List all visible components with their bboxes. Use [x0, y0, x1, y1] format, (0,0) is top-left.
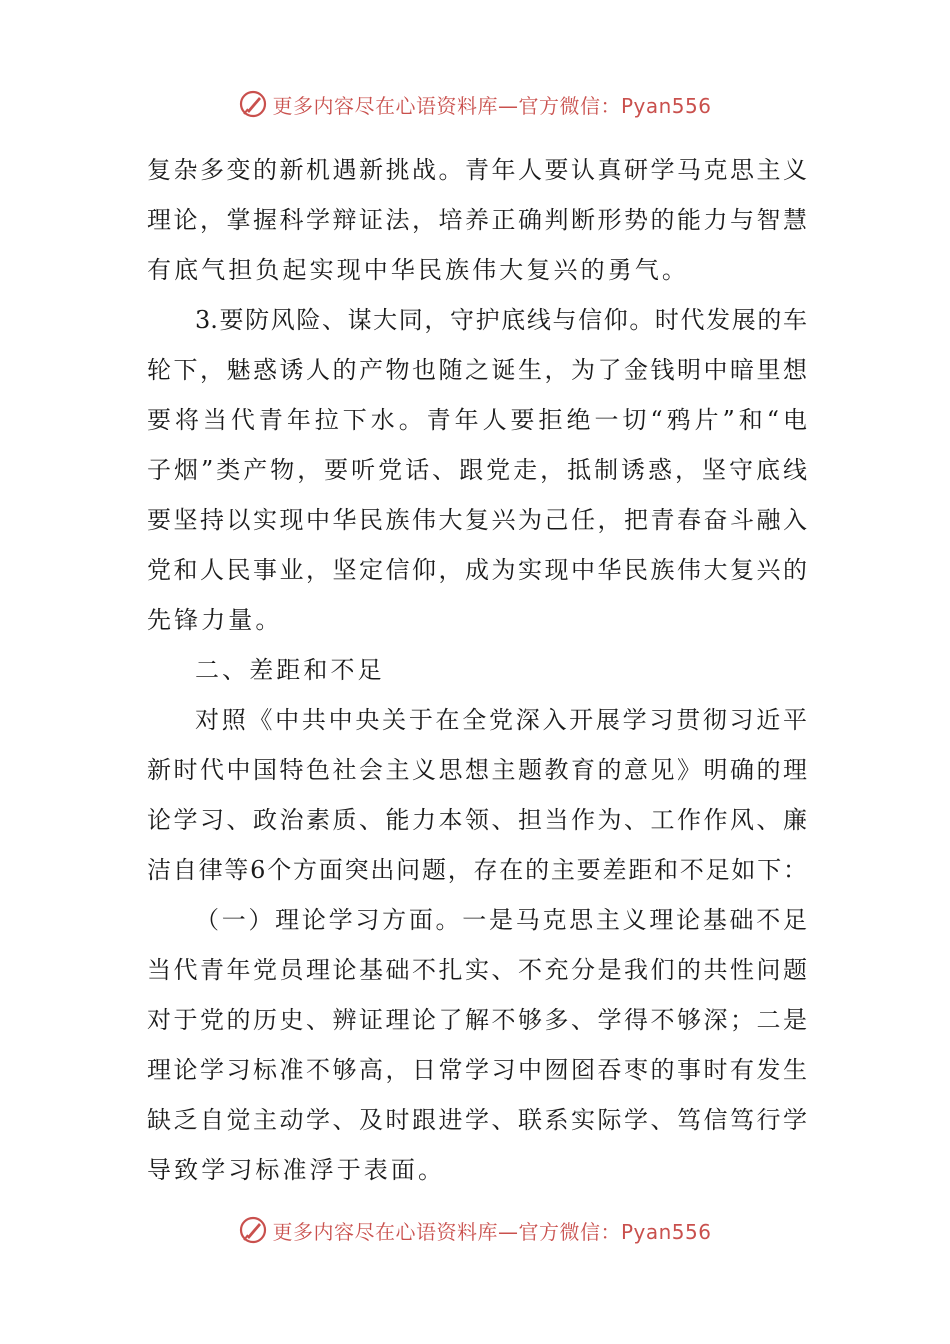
footer-banner	[0, 1210, 950, 1250]
body-line: 理论，掌握科学辩证法，培养正确判断形势的能力与智慧	[147, 206, 807, 234]
body-line: 对于党的历史、辨证理论了解不够多、学得不够深；二是	[147, 1006, 807, 1034]
body-line: 党和人民事业，坚定信仰，成为实现中华民族伟大复兴的	[147, 556, 807, 584]
section-heading: 二、差距和不足	[195, 656, 385, 684]
body-line: 导致学习标准浮于表面。	[147, 1156, 446, 1184]
body-line: 先锋力量。	[147, 606, 283, 634]
body-line: 对照《中共中央关于在全党深入开展学习贯彻习近平	[195, 706, 807, 734]
body-line: 有底气担负起实现中华民族伟大复兴的勇气。	[147, 256, 689, 284]
body-line: 复杂多变的新机遇新挑战。青年人要认真研学马克思主义	[147, 156, 807, 184]
pen-logo-icon	[238, 89, 268, 119]
body-line: （一）理论学习方面。一是马克思主义理论基础不足	[195, 906, 807, 934]
pen-logo-icon	[238, 1215, 268, 1245]
header-banner	[0, 84, 950, 124]
footer-banner-text: 更多内容尽在心语资料库—官方微信：Pyan556	[272, 1219, 712, 1244]
document-body	[147, 150, 807, 1200]
body-line: 轮下，魅惑诱人的产物也随之诞生，为了金钱明中暗里想	[147, 356, 807, 384]
body-line: 论学习、政治素质、能力本领、担当作为、工作作风、廉	[147, 806, 807, 834]
body-line: 3.要防风险、谋大同，守护底线与信仰。时代发展的车	[195, 306, 807, 334]
body-line: 洁自律等6个方面突出问题，存在的主要差距和不足如下：	[147, 856, 807, 884]
body-line: 要坚持以实现中华民族伟大复兴为己任，把青春奋斗融入	[147, 506, 807, 534]
body-line: 当代青年党员理论基础不扎实、不充分是我们的共性问题	[147, 956, 807, 984]
body-line: 缺乏自觉主动学、及时跟进学、联系实际学、笃信笃行学	[147, 1106, 807, 1134]
body-line: 新时代中国特色社会主义思想主题教育的意见》明确的理	[147, 756, 807, 784]
header-banner-text: 更多内容尽在心语资料库—官方微信：Pyan556	[272, 93, 712, 118]
body-line: 理论学习标准不够高，日常学习中囫囵吞枣的事时有发生	[147, 1056, 807, 1084]
body-line: 要将当代青年拉下水。青年人要拒绝一切“鸦片”和“电	[147, 406, 807, 434]
body-line: 子烟”类产物，要听党话、跟党走，抵制诱惑，坚守底线	[147, 456, 807, 484]
